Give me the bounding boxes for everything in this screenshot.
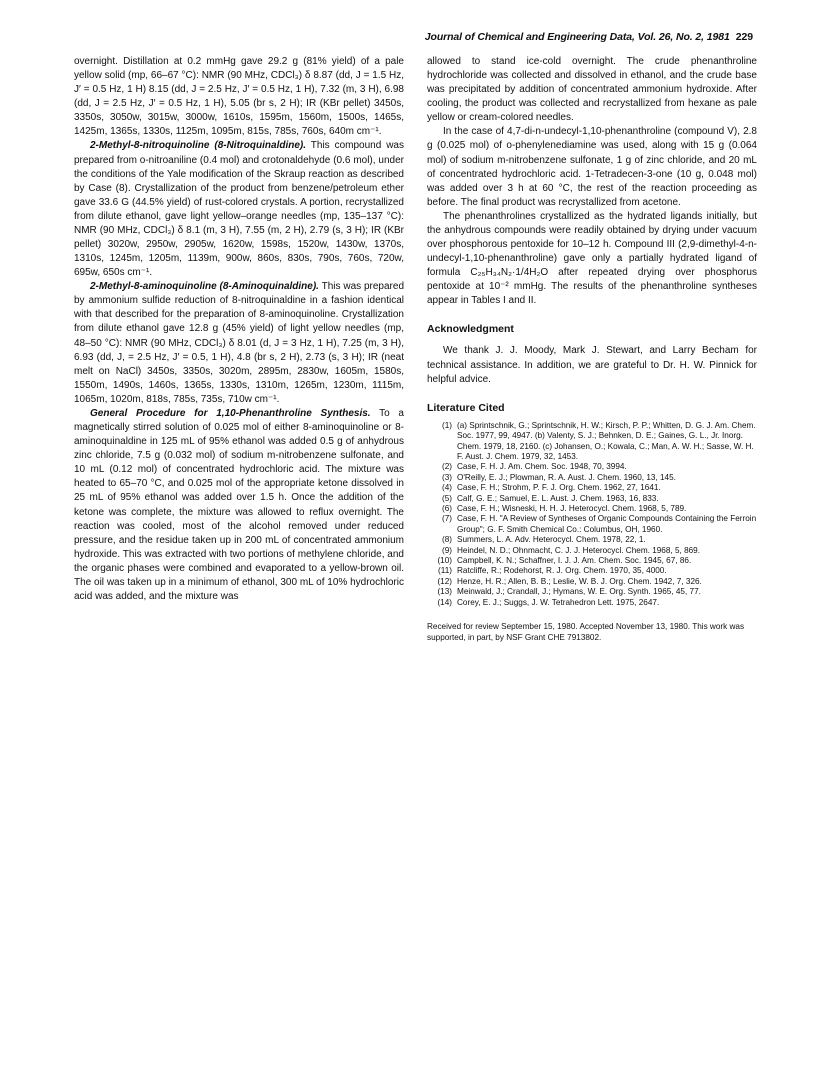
reference-item xyxy=(427,473,757,483)
paragraph-compound-v: In the case of 4,7-di-n-undecyl-1,10-phenanthroline (compound V), 2.8 g (0.025 mol) of o-phenylenediamine was used, along with 15 g (0.064 mol) of sodium m-nitrobenzene sulfonate, 1 g of zinc chloride, and 20 mL of concentrated hydrochloric acid. 1-Tetradecen-3-one (10 g, 0.048 mol) was added over 3 h at 60 °C, the rest of the reaction proceeding as before. The final product was recrystallized from acetone. xyxy=(427,126,757,208)
paragraph-nitroquinaldine xyxy=(74,139,404,280)
reference-item xyxy=(427,462,757,472)
reference-item xyxy=(427,514,757,535)
paragraph-continued-right: allowed to stand ice-cold overnight. The crude phenanthroline hydrochloride was collected and dissolved in ethanol, and the crude base was precipitated by addition of concentrated ammonium hydroxide. After cooling, the product was collected and recrystallized from hexane as pale yellow or cream-colored needles. xyxy=(427,56,757,124)
left-column xyxy=(74,55,404,604)
reference-list xyxy=(427,421,757,608)
reference-item xyxy=(427,504,757,514)
acknowledgment-heading: Acknowledgment xyxy=(427,323,514,336)
journal-citation: Journal of Chemical and Engineering Data, Vol. 26, No. 2, 1981 xyxy=(424,31,730,43)
reference-text: (a) Sprintschnik, G.; Sprintschnik, H. W.; Kirsch, P. P.; Whitten, D. G. J. Am. Chem. Soc. 1977, 99, 4947. (b) Valenty, S. J.; Behnken, D. E.; Gaines, G. L., Jr. Inorg. Chem. 1979, 18, 2160. (c) Johansen, O.; Kowala, C.; Man, A. W. H.; Sasse, W. H. F. Aust. J. Chem. 1979, 32, 1453. xyxy=(457,420,756,462)
reference-number: (1) xyxy=(441,420,452,430)
reference-item xyxy=(427,546,757,556)
running-header xyxy=(424,31,753,43)
reference-item xyxy=(427,421,757,463)
reference-number: (3) xyxy=(441,472,452,482)
reference-number: (13) xyxy=(437,587,452,597)
reference-item xyxy=(427,494,757,504)
page-number: 229 xyxy=(735,31,753,43)
reference-item xyxy=(427,598,757,608)
received-footnote: Received for review September 15, 1980. Accepted November 13, 1980. This work was supported, in part, by NSF Grant CHE 7913802. xyxy=(427,622,745,642)
reference-item xyxy=(427,483,757,493)
paragraph-general-procedure xyxy=(74,407,404,604)
reference-text: Campbell, K. N.; Schaffner, I. J. J. Am. Chem. Soc. 1945, 67, 86. xyxy=(457,556,692,566)
reference-number: (12) xyxy=(437,576,452,586)
reference-text: Summers, L. A. Adv. Heterocycl. Chem. 1978, 22, 1. xyxy=(457,535,646,545)
reference-item xyxy=(427,535,757,545)
reference-item xyxy=(427,587,757,597)
reference-text: Heindel, N. D.; Ohnmacht, C. J. J. Heterocycl. Chem. 1968, 5, 869. xyxy=(457,545,700,555)
section-body-aminoquinaldine: This was prepared by ammonium sulfide reduction of 8-nitroquinaldine in a fashion identical with that described for the preparation of 8-aminoquinoline. Crystallization from dilute ethanol gave 12.8 g (45% yield) of light yellow needles (mp, 48–50 °C): NMR (90 MHz, CDCl₃) δ 8.01 (d, J = 3 Hz, 1 H), 7.25 (m, 3 H), 6.93 (dd, J, = 2.5 Hz, J′ = 0.5, 1 H), 4.8 (br s, 2 H), 2.73 (s, 3 H); IR (neat melt on NaCl) 3450s, 3350s, 3020m, 2895m, 2830w, 1605m, 1580s, 1550m, 1490s, 1460s, 1365s, 1330s, 1310m, 1265m, 1230m, 1115m, 1065m, 1020m, 818s, 785s, 735s, 710w cm⁻¹. xyxy=(74,281,404,405)
reference-number: (9) xyxy=(441,545,452,555)
reference-text: O'Reilly, E. J.; Plowman, R. A. Aust. J. Chem. 1960, 13, 145. xyxy=(457,472,676,482)
reference-number: (8) xyxy=(441,535,452,545)
paragraph-continued: overnight. Distillation at 0.2 mmHg gave 29.2 g (81% yield) of a pale yellow solid (mp, 66–67 °C): NMR (90 MHz, CDCl₃) δ 8.87 (dd, J = 1.5 Hz, J′ = 0.5 Hz, 1 H) 8.15 (dd, J = 2.5 Hz, J′ = 0.5 Hz, 1 H), 7.32 (m, 3 H), 6.98 (dd, J = 2.5 Hz, J′ = 0.5 Hz, 1 H), 5.05 (br s, 2 H); IR (KBr pellet) 3450s, 3350s, 3050w, 3015w, 3000w, 1610s, 1595m, 1560m, 1500s, 1465s, 1425m, 1365s, 1330s, 1125m, 1095m, 815s, 785s, 760s, 640m cm⁻¹. xyxy=(74,56,404,138)
section-title-general-procedure: General Procedure for 1,10-Phenanthroline Synthesis. xyxy=(90,407,371,419)
section-body-nitroquinaldine: This compound was prepared from o-nitroaniline (0.4 mol) and crotonaldehyde (0.6 mol), under the conditions of the Yale modification of the Skraup reaction as described by Case (8). Crystallization of the product from benzene/petroleum ether gave 33.6 G (44.5% yield) of rust-colored crystals. A portion, recrystallized from dilute ethanol, gave light yellow–orange needles (mp, 135–137 °C): NMR (90 MHz, CDCl₃) δ 8.1 (m, 3 H), 7.55 (m, 2 H), 2.79 (s, 3 H); IR (KBr pellet) 3020w, 2950w, 2905w, 1620w, 1598s, 1520w, 1430w, 1370s, 1310s, 1245m, 1205m, 1139m, 900w, 860s, 830s, 790s, 760s, 720w, 695w, 650s cm⁻¹. xyxy=(74,140,404,279)
reference-number: (4) xyxy=(441,483,452,493)
reference-number: (5) xyxy=(441,493,452,503)
reference-item xyxy=(427,556,757,566)
reference-text: Calf, G. E.; Samuel, E. L. Aust. J. Chem. 1963, 16, 833. xyxy=(457,493,659,503)
literature-heading: Literature Cited xyxy=(427,401,505,414)
reference-text: Case, F. H.; Strohm, P. F. J. Org. Chem. 1962, 27, 1641. xyxy=(457,483,661,493)
reference-text: Case, F. H. "A Review of Syntheses of Organic Compounds Containing the Ferroin Group"; G. F. Smith Chemical Co.: Columbus, OH, 1960. xyxy=(457,514,757,534)
reference-item xyxy=(427,577,757,587)
acknowledgment-text: We thank J. J. Moody, Mark J. Stewart, and Larry Becham for technical assistance. In addition, we are grateful to Dr. H. W. Pinnick for helpful advice. xyxy=(427,345,757,385)
reference-text: Henze, H. R.; Allen, B. B.; Leslie, W. B. J. Org. Chem. 1942, 7, 326. xyxy=(457,576,702,586)
reference-text: Case, F. H.; Wisneski, H. H. J. Heterocycl. Chem. 1968, 5, 789. xyxy=(457,504,687,514)
section-body-general-procedure: To a magnetically stirred solution of 0.025 mol of either 8-aminoquinoline or 8-aminoquinaldine in 125 mL of 95% ethanol was added 0.5 g of anhydrous zinc chloride, 7.5 g (0.032 mol) of sodium m-nitrobenzene sulfonate, and 10 mL (0.12 mol) of concentrated hydrochloric acid. The mixture was heated to 65–70 °C, and 0.025 mol of the appropriate ketone dissolved in 25 mL of 95% ethanol was added over 1.5 h. Once the addition of the ketone was complete, the mixture was allowed to reflux overnight. The reaction was cooled, most of the alcohol removed under reduced pressure, and the residue taken up in 200 mL of concentrated ammonium hydroxide. This was extracted with two portions of methylene chloride, and the organic phases were combined and evaporated to a yellow-brown oil. The oil was taken up in a minimum of ethanol, 300 mL of 10% hydrochloric acid was added, and the mixture was xyxy=(74,407,404,602)
reference-text: Meinwald, J.; Crandall, J.; Hymans, W. E. Org. Synth. 1965, 45, 77. xyxy=(457,587,701,597)
reference-number: (6) xyxy=(441,504,452,514)
reference-number: (11) xyxy=(438,566,452,576)
reference-text: Corey, E. J.; Suggs, J. W. Tetrahedron Lett. 1975, 2647. xyxy=(457,597,660,607)
reference-number: (7) xyxy=(441,514,452,524)
reference-number: (10) xyxy=(437,556,452,566)
reference-number: (14) xyxy=(437,597,452,607)
paragraph-crystallization: The phenanthrolines crystallized as the hydrated ligands initially, but the anhydrous compounds were readily obtained by drying under vacuum over phosphorous pentoxide for 10–12 h. Compound III (2,9-dimethyl-4-n-undecyl-1,10-phenanthroline) gave only a partially hydrated ligand of formula C₂₅H₃₄N₂·1/4H₂O after repeated drying over phosphorus pentoxide at 10⁻² mmHg. The results of the phenanthroline syntheses appear in Tables I and II. xyxy=(427,210,757,307)
right-column xyxy=(427,55,757,643)
section-title-nitroquinaldine: 2-Methyl-8-nitroquinoline (8-Nitroquinaldine). xyxy=(90,140,307,152)
section-title-aminoquinaldine: 2-Methyl-8-aminoquinoline (8-Aminoquinaldine). xyxy=(90,281,319,293)
reference-text: Case, F. H. J. Am. Chem. Soc. 1948, 70, 3994. xyxy=(457,462,627,472)
reference-number: (2) xyxy=(441,462,452,472)
paragraph-aminoquinaldine xyxy=(74,280,404,407)
reference-item xyxy=(427,566,757,576)
reference-text: Ratcliffe, R.; Rodehorst, R. J. Org. Chem. 1970, 35, 4000. xyxy=(457,566,667,576)
